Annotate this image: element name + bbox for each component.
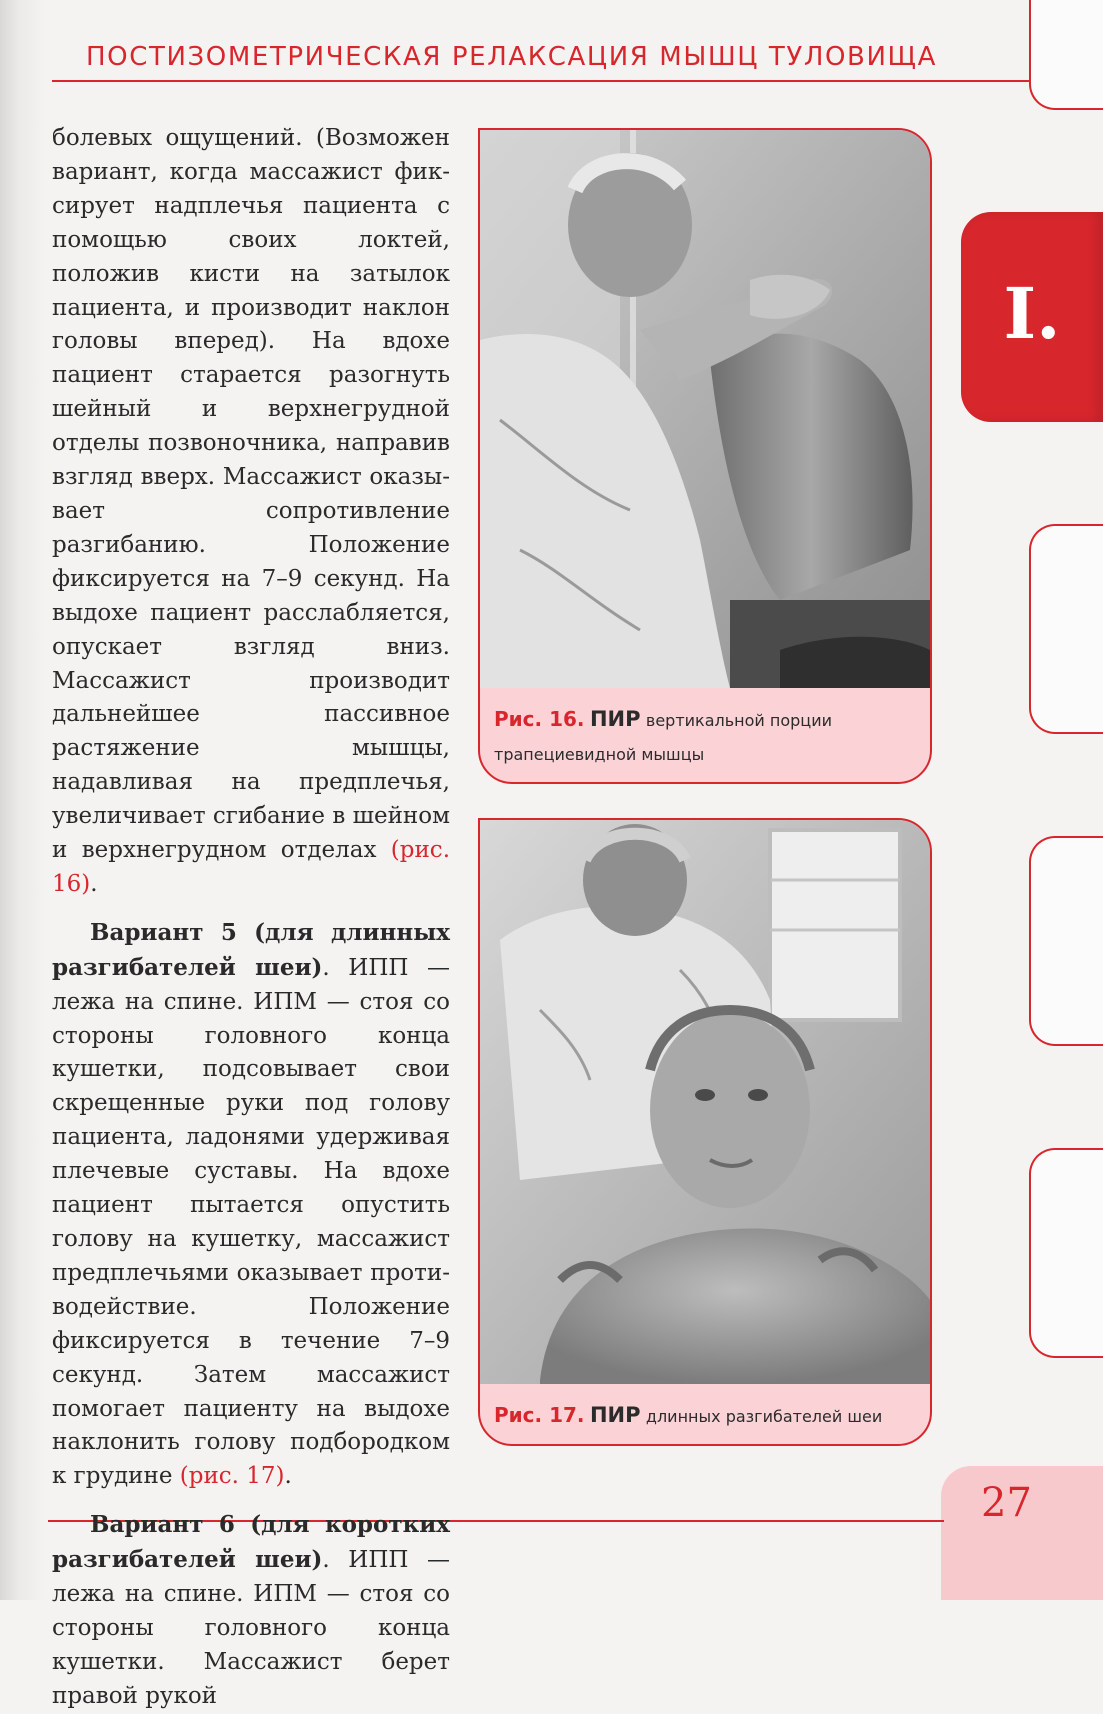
- figure-17: [478, 818, 932, 1446]
- paragraph-2: [52, 916, 450, 1494]
- paragraph-3-text: . ИПП — лежа на спине. ИПМ — стоя со стороны головного конца кушетки. Массажист берет правой рукой: [52, 1547, 451, 1709]
- chapter-tab-0[interactable]: [1029, 0, 1103, 110]
- figure-ref-17[interactable]: (рис. 17): [179, 1463, 285, 1490]
- chapter-tab-active[interactable]: [961, 212, 1103, 422]
- figure-16-abbr: ПИР: [589, 707, 641, 731]
- paragraph-2-text: . ИПП — лежа на спине. ИПМ — стоя со стороны головного конца кушетки, подсовывает свои скрещенные руки под голову пациента, ладонями удерживая плечевые суставы. На вдохе пациент пытается опустить голову на кушетку, массажист предплечьями оказывает противодействие. Положение фиксируется в течение 7–9 секунд. Затем массажист помогает пациенту на выдохе наклонить голову подбородком к грудине: [52, 954, 451, 1490]
- figure-17-description: длинных разгибателей шеи: [645, 1407, 883, 1426]
- page-gutter-shade: [0, 0, 46, 1600]
- massage-photo-trapezius: [480, 130, 930, 688]
- figure-17-number: Рис. 17.: [494, 1403, 585, 1427]
- variant-6-heading: Вариант 6 (для коротких разгибателей шеи): [52, 1511, 450, 1574]
- paragraph-1: [52, 122, 450, 902]
- running-header-title: ПОСТИЗОМЕТРИЧЕСКАЯ РЕЛАКСАЦИЯ МЫШЦ ТУЛОВИЩА: [86, 42, 937, 72]
- variant-5-heading: Вариант 5 (для длинных разгибателей шеи): [52, 918, 450, 981]
- paragraph-2-end: .: [284, 1463, 292, 1490]
- figure-17-abbr: ПИР: [589, 1403, 641, 1427]
- chapter-tab-4[interactable]: [1029, 1148, 1103, 1358]
- chapter-tab-2[interactable]: [1029, 524, 1103, 734]
- figure-17-photo: [480, 820, 930, 1384]
- chapter-tab-label: I.: [1003, 272, 1061, 355]
- header-rule: [52, 80, 1030, 82]
- chapter-tab-3[interactable]: [1029, 836, 1103, 1046]
- paragraph-1-end: .: [90, 870, 98, 897]
- figure-16: [478, 128, 932, 784]
- figure-16-caption: [480, 688, 930, 782]
- paragraph-1-text: болевых ощущений. (Возможен вариант, когда массажист фиксирует надплечья пациента с помощью своих локтей, положив кисти на затылок пациента, и производит наклон головы вперед). На вдохе пациент старается разогнуть шейный и верхнегрудной отделы позвоночника, направив взгляд вверх. Массажист оказывает сопротивление разгибанию. Положение фиксируется на 7–9 секунд. На выдохе пациент расслабляется, опускает взгляд вниз. Массажист производит дальнейшее пассивное растяжение мышцы, надавливая на предплечья, увеличивает сгибание в шейном и верхнегрудном отделах: [52, 125, 450, 864]
- page-number: 27: [981, 1480, 1032, 1526]
- page-number-box: [941, 1466, 1103, 1600]
- figure-17-caption: [480, 1384, 930, 1444]
- figure-16-number: Рис. 16.: [494, 707, 585, 731]
- figure-16-photo: [480, 130, 930, 688]
- running-header: [52, 0, 1032, 86]
- body-text-column: [52, 122, 450, 1714]
- massage-photo-neck-extensors: [480, 820, 930, 1384]
- figure-16-description: вертикальной порции трапециевидной мышцы: [494, 711, 832, 764]
- figure-ref-16[interactable]: (рис. 16): [52, 837, 450, 897]
- paragraph-3: [52, 1508, 450, 1713]
